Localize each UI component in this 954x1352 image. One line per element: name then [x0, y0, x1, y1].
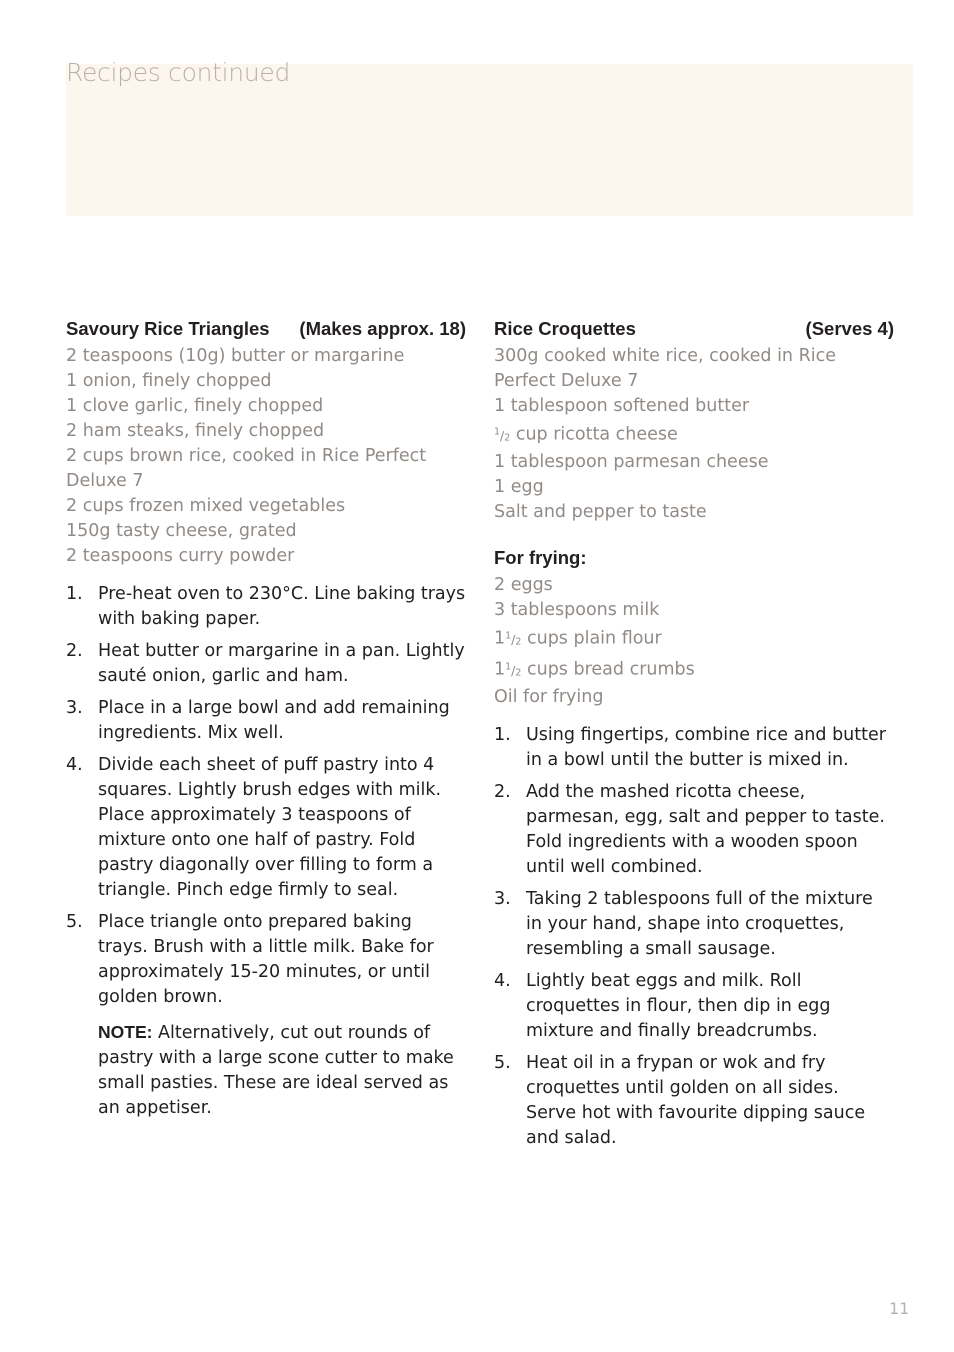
ingredient-item: 3 tablespoons milk [494, 600, 660, 621]
ingredient-item [494, 654, 894, 685]
fraction-numerator: 1 [494, 426, 501, 437]
ingredient-item: 2 teaspoons curry powder [66, 546, 295, 566]
method-step [66, 753, 466, 903]
recipe-title: Rice Croquettes [494, 318, 636, 339]
recipe-title: Savoury Rice Triangles [66, 318, 270, 339]
ingredient-item: 2 cups brown rice, cooked in Rice Perfect Deluxe 7 [66, 446, 427, 491]
ingredient-text: cups plain flour [521, 628, 662, 649]
ingredient-text: cups bread crumbs [521, 659, 695, 680]
method-step [494, 723, 894, 773]
ingredient-list [66, 344, 466, 569]
step-text: Heat oil in a frypan or wok and fry croquettes until golden on all sides. Serve hot with favourite dipping sauce and salad. [526, 1053, 866, 1149]
step-text: Taking 2 tablespoons full of the mixture in your hand, shape into croquettes, resembling a small sausage. [526, 889, 873, 960]
fraction-denominator: 2 [515, 636, 522, 648]
fraction: $^1/_2$ [505, 661, 522, 679]
ingredient-item: 2 ham steaks, finely chopped [66, 421, 325, 441]
ingredient-item: 2 teaspoons (10g) butter or margarine [66, 346, 405, 366]
page-title: Recipes continued [66, 58, 291, 87]
fraction: $^1/_2$ [505, 630, 522, 648]
fraction-denominator: 2 [515, 667, 522, 679]
step-number: 1. [66, 584, 83, 604]
method-step [66, 696, 466, 746]
ingredient-item [494, 623, 894, 654]
ingredient-item: Salt and pepper to taste [494, 502, 707, 523]
recipe-yield: (Serves 4) [805, 318, 894, 339]
ingredient-item: 1 egg [494, 477, 544, 498]
recipe-rice-croquettes [494, 316, 894, 1158]
step-number: 3. [66, 698, 83, 718]
step-number: 2. [66, 641, 83, 661]
step-number: 2. [494, 782, 511, 803]
method-step [494, 887, 894, 962]
method-step [494, 1051, 894, 1151]
step-text: Using fingertips, combine rice and butter in a bowl until the butter is mixed in. [526, 725, 886, 771]
ingredient-item: 2 eggs [494, 575, 553, 596]
ingredient-item: Oil for frying [494, 687, 604, 708]
ingredient-item: 300g cooked white rice, cooked in Rice Perfect Deluxe 7 [494, 346, 836, 391]
step-number: 4. [66, 755, 83, 775]
step-text: Divide each sheet of puff pastry into 4 squares. Lightly brush edges with milk. Place approximately 3 teaspoons of mixture onto one half of pastry. Fold pastry diagonally over filling to form a triangle. Pinch edge firmly to seal. [98, 755, 442, 900]
ingredient-item: 1 clove garlic, finely chopped [66, 396, 324, 416]
recipe-savoury-rice-triangles [66, 316, 466, 1121]
recipe-note [98, 1020, 466, 1121]
ingredient-item: 1 onion, finely chopped [66, 371, 272, 391]
recipe-heading [494, 316, 894, 341]
method-step [66, 639, 466, 689]
ingredient-item [494, 419, 894, 450]
recipe-yield: (Makes approx. 18) [299, 318, 466, 339]
step-number: 1. [494, 725, 511, 746]
method-step [494, 780, 894, 880]
method-step [66, 910, 466, 1010]
note-label: NOTE: [98, 1022, 153, 1042]
ingredient-item: 1 tablespoon parmesan cheese [494, 452, 769, 473]
ingredient-item: 2 cups frozen mixed vegetables [66, 496, 346, 516]
ingredient-list [494, 344, 894, 525]
fraction-numerator: 1 [505, 661, 512, 673]
method-step [494, 969, 894, 1044]
recipe-heading [66, 316, 466, 341]
step-text: Add the mashed ricotta cheese, parmesan, egg, salt and pepper to taste. Fold ingredients with a wooden spoon until well combined. [526, 782, 885, 878]
whole-number: 1 [494, 659, 506, 680]
frying-heading: For frying: [494, 547, 587, 569]
step-text: Pre-heat oven to 230°C. Line baking trays with baking paper. [98, 584, 466, 629]
method-steps [494, 723, 894, 1151]
ingredient-text: cup ricotta cheese [510, 424, 678, 445]
fraction-denominator: 2 [504, 432, 511, 444]
ingredient-item: 1 tablespoon softened butter [494, 396, 750, 416]
fraction-numerator: 1 [505, 630, 512, 642]
whole-number: 1 [494, 628, 506, 649]
method-steps [66, 582, 466, 1010]
note-text: Alternatively, cut out rounds of pastry with a large scone cutter to make small pasties. These are ideal served as an appetiser. [98, 1023, 454, 1118]
step-text: Place in a large bowl and add remaining ingredients. Mix well. [98, 698, 450, 743]
page-number: 11 [889, 1299, 910, 1318]
step-number: 3. [494, 889, 511, 910]
step-number: 5. [494, 1053, 511, 1074]
frying-ingredient-list [494, 573, 894, 710]
step-text: Heat butter or margarine in a pan. Lightly sauté onion, garlic and ham. [98, 641, 465, 686]
step-text: Lightly beat eggs and milk. Roll croquettes in flour, then dip in egg mixture and finally breadcrumbs. [526, 971, 831, 1042]
step-number: 4. [494, 971, 511, 992]
step-number: 5. [66, 912, 83, 932]
method-step [66, 582, 466, 632]
fraction: $^1/_2$ [494, 426, 511, 444]
step-text: Place triangle onto prepared baking trays. Brush with a little milk. Bake for approximately 15-20 minutes, or until golden brown. [98, 912, 434, 1007]
ingredient-item: 150g tasty cheese, grated [66, 521, 297, 541]
